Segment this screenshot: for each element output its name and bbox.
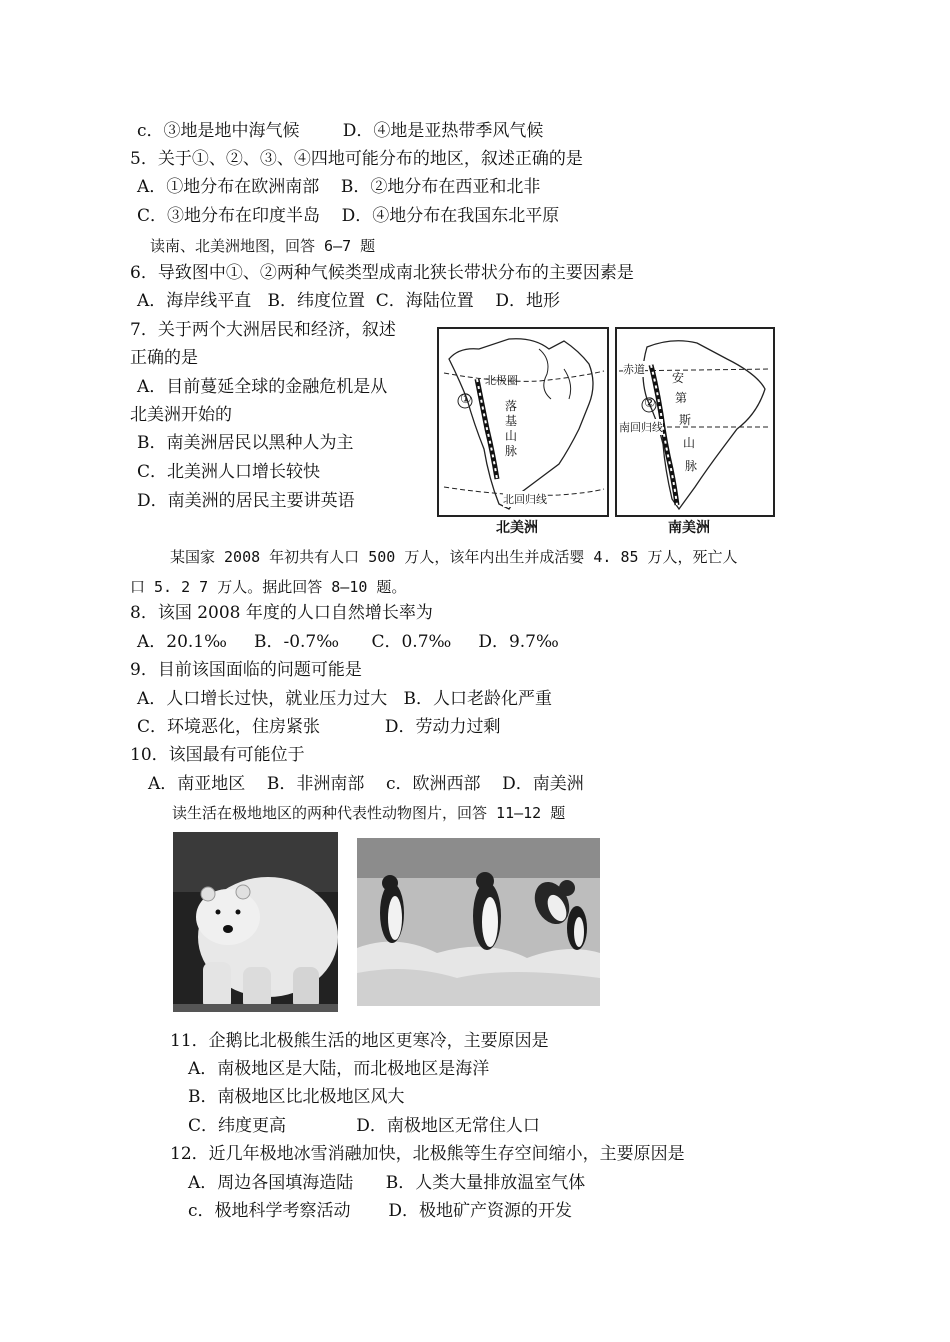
rocky-mountains-char-2: 基: [505, 414, 518, 428]
question-8: 8．该国 2008 年度的人口自然增长率为: [130, 603, 433, 623]
q8-options: A．20.1‰ B．-0.7‰ C．0.7‰ D．9.7‰: [137, 632, 559, 652]
south-america-map: [615, 327, 775, 517]
q5-options-ab: A．①地分布在欧洲南部 B．②地分布在西亚和北非: [137, 177, 541, 197]
q7-option-b: B．南美洲居民以黑种人为主: [137, 433, 354, 453]
intro-8-10-line2: 口 5. 2 7 万人。据此回答 8—10 题。: [130, 578, 407, 596]
tropic-of-cancer-label: 北回归线: [503, 493, 547, 506]
q5-options-cd: C．③地分布在印度半岛 D．④地分布在我国东北平原: [137, 206, 560, 226]
intro-8-10-line1: 某国家 2008 年初共有人口 500 万人，该年内出生并成活婴 4. 85 万人，死亡人: [170, 548, 738, 566]
south-america-caption: 南美洲: [668, 520, 710, 536]
tropic-of-capricorn-label: 南回归线: [619, 421, 663, 434]
question-7-line2: 正确的是: [130, 348, 198, 368]
q4-options-cd: c．③地是地中海气候 D．④地是亚热带季风气候: [137, 121, 544, 141]
intro-6-7: 读南、北美洲地图，回答 6—7 题: [150, 237, 376, 255]
arctic-circle-label: 北极圈: [485, 374, 518, 387]
q11-option-b: B．南极地区比北极地区风大: [188, 1087, 405, 1107]
rocky-mountains-char-3: 山: [505, 429, 518, 443]
q9-options-cd: C．环境恶化，住房紧张 D．劳动力过剩: [137, 717, 501, 737]
north-america-map: [437, 327, 609, 517]
q9-options-ab: A．人口增长过快，就业压力过大 B．人口老龄化严重: [137, 689, 552, 709]
climate-marker-1: ①: [460, 392, 472, 407]
north-america-caption: 北美洲: [496, 520, 538, 536]
question-10: 10．该国最有可能位于: [130, 745, 305, 765]
andes-char-4: 山: [683, 436, 696, 450]
question-7-line1: 7．关于两个大洲居民和经济，叙述: [130, 320, 396, 340]
andes-char-3: 斯: [679, 413, 692, 427]
q7-option-a-line2: 北美洲开始的: [130, 405, 232, 425]
equator-label: 赤道: [623, 363, 645, 376]
q7-option-a-line1: A．目前蔓延全球的金融危机是从: [137, 377, 388, 397]
intro-11-12: 读生活在极地地区的两种代表性动物图片，回答 11—12 题: [172, 804, 566, 822]
q6-options: A．海岸线平直 B．纬度位置 C．海陆位置 D．地形: [137, 291, 561, 311]
rocky-mountains-char-1: 落: [505, 399, 518, 413]
andes-char-2: 第: [675, 391, 688, 405]
q7-option-c: C．北美洲人口增长较快: [137, 462, 321, 482]
question-9: 9．目前该国面临的问题可能是: [130, 660, 362, 680]
q11-options-cd: C．纬度更高 D．南极地区无常住人口: [188, 1116, 540, 1136]
penguins-photo: [357, 838, 600, 1006]
rocky-mountains-char-4: 脉: [505, 444, 518, 458]
question-5: 5．关于①、②、③、④四地可能分布的地区，叙述正确的是: [130, 149, 583, 169]
q11-option-a: A．南极地区是大陆，而北极地区是海洋: [188, 1059, 490, 1079]
climate-marker-2: ②: [644, 396, 656, 411]
question-12: 12．近几年极地冰雪消融加快，北极熊等生存空间缩小，主要原因是: [170, 1144, 685, 1164]
question-11: 11．企鹅比北极熊生活的地区更寒冷，主要原因是: [170, 1031, 549, 1051]
question-6: 6．导致图中①、②两种气候类型成南北狭长带状分布的主要因素是: [130, 263, 634, 283]
q7-option-d: D．南美洲的居民主要讲英语: [137, 491, 355, 511]
q12-options-ab: A．周边各国填海造陆 B．人类大量排放温室气体: [188, 1173, 586, 1193]
andes-char-5: 脉: [685, 459, 698, 473]
q10-options: A．南亚地区 B．非洲南部 c．欧洲西部 D．南美洲: [148, 774, 584, 794]
andes-char-1: 安: [672, 371, 685, 385]
polar-bear-photo: [173, 832, 338, 1012]
q12-options-cd: c．极地科学考察活动 D．极地矿产资源的开发: [188, 1201, 572, 1221]
